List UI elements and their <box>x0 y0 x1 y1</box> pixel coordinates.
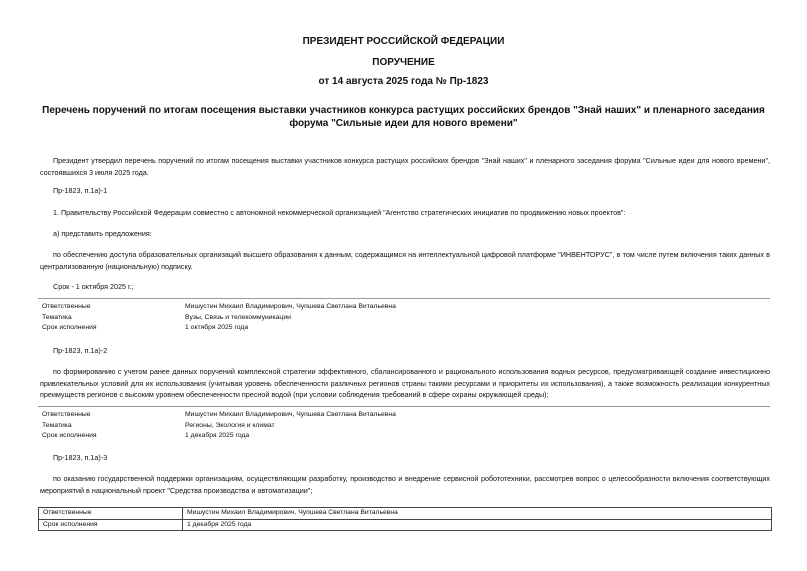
meta-value: Регионы, Экология и климат <box>185 421 275 429</box>
item-3-text: по оказанию государственной поддержки организациям, осуществляющим разработку, производство и внедрение сервисной робототехники, рассмотрев вопрос о целесообразности включения соответствующих мероприятий в национальный проект "Средства производства и автоматизации"; <box>40 474 770 495</box>
document-title: Перечень поручений по итогам посещения выставки участников конкурса растущих российских брендов "Знай наших" и пленарного заседания форума "Сильные идеи для нового времени" <box>42 105 765 129</box>
meta-value: Мишустин Михаил Владимирович, Чупшева Светлана Витальевна <box>182 508 398 519</box>
meta-value: Вузы, Связь и телекоммуникации <box>185 313 291 321</box>
issuer-heading: ПРЕЗИДЕНТ РОССИЙСКОЙ ФЕДЕРАЦИИ <box>302 36 505 47</box>
meta-value: Мишустин Михаил Владимирович, Чупшева Светлана Витальевна <box>185 411 396 418</box>
meta-label: Ответственные <box>42 303 91 310</box>
meta-value: 1 декабря 2025 года <box>182 520 251 531</box>
meta-label: Ответственные <box>42 411 91 418</box>
meta-row-deadline <box>38 431 770 442</box>
item-2-text: по формированию с учетом ранее данных поручений комплексной стратегии эффективного, сбалансированного и рационального использования водных ресурсов, предусматривающей создание инвестиционно привлекательных условий для их использования (учитывая уровень обеспеченности различных регионов страны такими ресурсами и приоритеты их использования), а также возможность реализации конкурентных преимуществ регионов с высоким уровнем обеспеченности пресной водой (при условии соблюдения требований в сфере охраны окружающей среды); <box>40 367 770 399</box>
item-1-meta-table <box>38 302 770 334</box>
meta-label: Срок исполнения <box>43 520 98 528</box>
meta-label: Срок исполнения <box>42 324 97 331</box>
document-date-number: от 14 августа 2025 года № Пр-1823 <box>318 76 489 87</box>
meta-row-deadline <box>38 323 770 334</box>
meta-value: Мишустин Михаил Владимирович, Чупшева Светлана Витальевна <box>185 303 396 310</box>
meta-row-topic <box>38 421 770 432</box>
item-2-code: Пр-1823, п.1а)-2 <box>53 346 108 355</box>
meta-row-topic <box>38 313 770 324</box>
meta-value: 1 октября 2025 года <box>185 324 249 331</box>
item-1-divider <box>38 298 770 299</box>
item-1-term: Срок - 1 октября 2025 г.; <box>53 282 134 291</box>
item-2-divider <box>38 406 770 407</box>
intro-paragraph: Президент утвердил перечень поручений по итогам посещения выставки участников конкурса растущих российских брендов "Знай наших" и пленарного заседания форума "Сильные идеи для нового времени", состоявшихся 3 июля 2025 года. <box>40 156 770 177</box>
item-1-code: Пр-1823, п.1а)-1 <box>53 186 108 195</box>
meta-row-responsible <box>39 508 771 519</box>
item-3-meta-table <box>38 507 772 531</box>
meta-row-responsible <box>38 302 770 313</box>
meta-label: Тематика <box>42 421 72 429</box>
meta-label: Ответственные <box>43 509 92 516</box>
meta-label: Тематика <box>42 313 72 321</box>
meta-row-responsible <box>38 410 770 421</box>
item-3-code: Пр-1823, п.1а)-3 <box>53 453 108 462</box>
meta-value: 1 декабря 2025 года <box>185 432 250 439</box>
item-1-point: 1. Правительству Российской Федерации совместно с автономной некоммерческой организацией "Агентство стратегических инициатив по продвижению новых проектов": <box>53 208 626 217</box>
meta-label: Срок исполнения <box>42 432 97 439</box>
meta-row-deadline <box>39 519 771 531</box>
item-2-meta-table <box>38 410 770 442</box>
item-1-text: по обеспечению доступа образовательных организаций высшего образования к данным, содержащимся на интеллектуальной цифровой платформе "ИНВЕНТОРУС", в том числе путем включения таких данных в централизованную (национальную) подписку. <box>40 250 770 271</box>
document-type-heading: ПОРУЧЕНИЕ <box>372 57 435 68</box>
item-1-subpoint: а) представить предложения: <box>53 229 152 238</box>
